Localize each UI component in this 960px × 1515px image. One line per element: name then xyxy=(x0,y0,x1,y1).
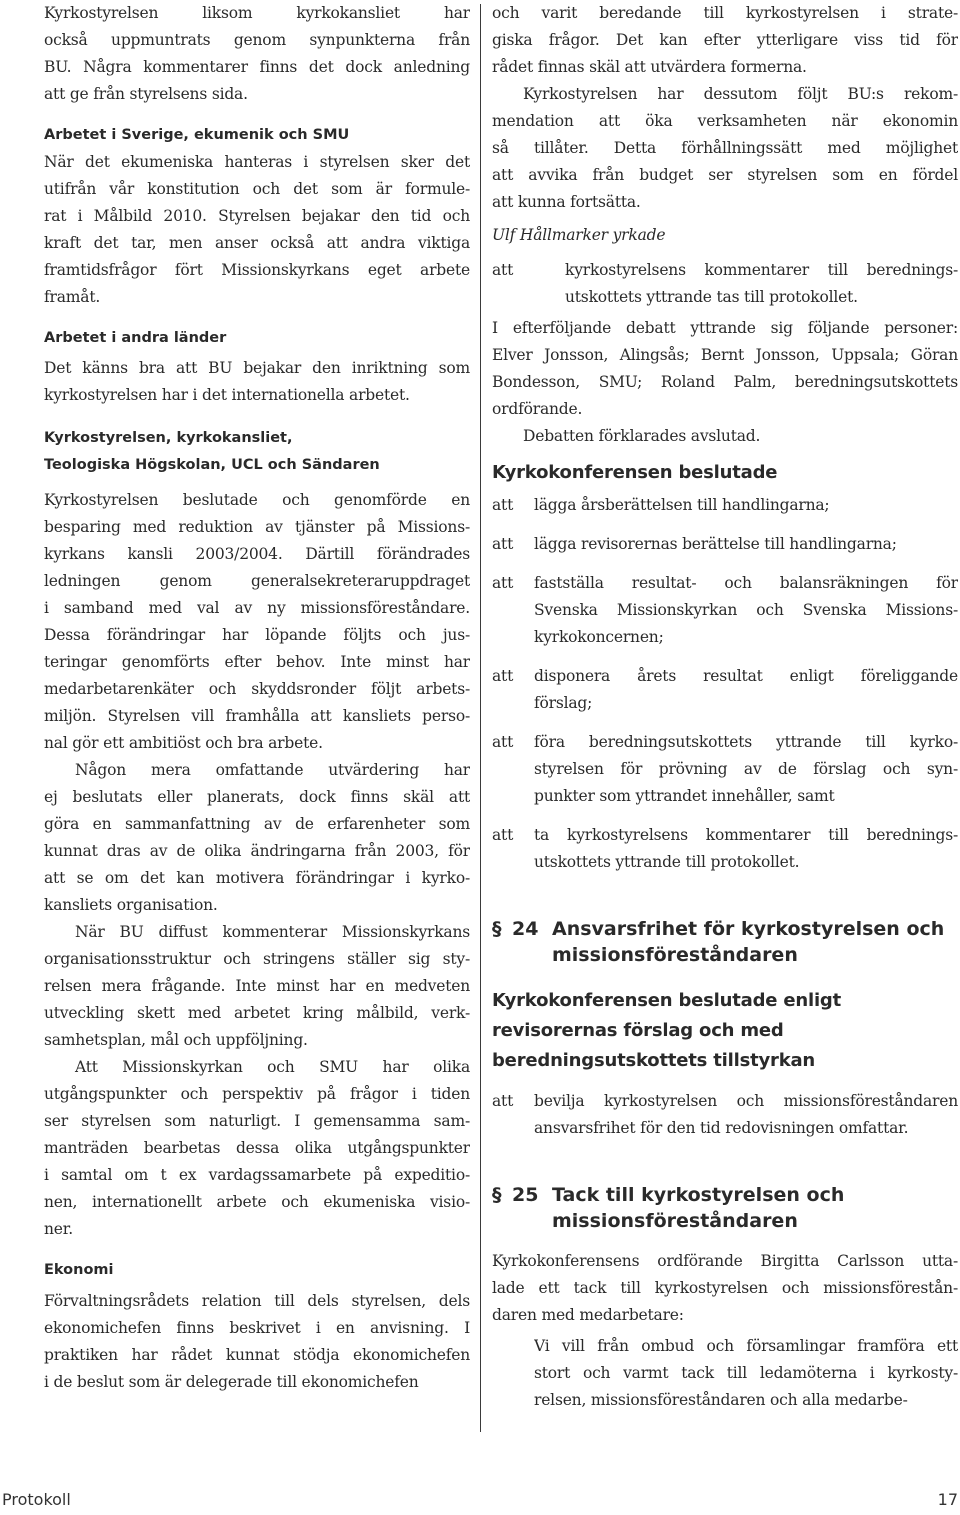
section-title-line: Tack till kyrkostyrelsen och xyxy=(552,1184,845,1206)
section-heading xyxy=(492,916,958,968)
section-subheading: Arbetet i andra länder xyxy=(44,330,227,346)
right-column xyxy=(492,0,958,1414)
decision-heading: Kyrkokonferensen beslutade xyxy=(492,462,778,483)
decision-heading: Kyrkokonferensen beslutade enligt xyxy=(492,990,842,1011)
decision-item xyxy=(492,663,958,717)
paragraph-line: i samtal om t ex vardagssamarbete på expeditio- xyxy=(44,1166,470,1184)
decision-item xyxy=(492,257,958,311)
paragraph-line: kunnat dras av de olika ändringarna från 2003, för xyxy=(44,842,470,860)
paragraph-line: ekonomichefen finns beskrivet i en anvisning. I xyxy=(44,1319,470,1337)
paragraph-line: stort och varmt tack till ledamöterna i kyrkosty- xyxy=(534,1364,958,1382)
item-label: att xyxy=(492,496,514,514)
paragraph-line: framtidsfrågor fört Missionskyrkans eget arbete xyxy=(44,261,470,279)
item-text xyxy=(534,570,958,651)
paragraph-line: Elver Jonsson, Alingsås; Bernt Jonsson, Uppsala; Göran xyxy=(492,346,958,364)
paragraph-line: I efterföljande debatt yttrande sig följande personer: xyxy=(492,319,958,337)
paragraph-line: Att Missionskyrkan och SMU har olika xyxy=(75,1058,470,1076)
paragraph-line: relsen mera frågande. Inte minst har en medveten xyxy=(44,977,470,995)
item-line: Svenska Missionskyrkan och Svenska Missions- xyxy=(534,601,958,619)
section-title-line: missionsföreståndaren xyxy=(552,944,798,966)
paragraph-line: Det känns bra att BU bejakar den inriktning som xyxy=(44,359,470,377)
paragraph-line: utveckling skett med arbetet kring målbild, verk- xyxy=(44,1004,470,1022)
paragraph-line: manträden bearbetas dessa olika utgångspunkter xyxy=(44,1139,470,1157)
item-text xyxy=(534,822,958,876)
paragraph-line: att ge från styrelsens sida. xyxy=(44,85,248,103)
page-number: 17 xyxy=(937,1490,958,1509)
paragraph-line: Kyrkostyrelsen liksom kyrkokansliet har xyxy=(44,4,470,22)
paragraph-line: Kyrkokonferensens ordförande Birgitta Carlsson utta- xyxy=(492,1252,958,1270)
left-column xyxy=(44,0,470,1396)
paragraph-line: medarbetarenkäter och skyddsronder följt arbets- xyxy=(44,680,470,698)
paragraph-line: giska frågor. Det kan efter ytterligare viss tid för xyxy=(492,31,958,49)
paragraph-line: Dessa förändringar har löpande följts och jus- xyxy=(44,626,470,644)
paragraph-line: ledningen genom generalsekreteraruppdraget xyxy=(44,572,470,590)
section-subheading: Teologiska Högskolan, UCL och Sändaren xyxy=(44,457,380,473)
section-symbol: § xyxy=(492,918,502,940)
paragraph-line: göra en sammanfattning av de erfarenheter som xyxy=(44,815,470,833)
paragraph-line: i de beslut som är delegerade till ekonomichefen xyxy=(44,1373,419,1391)
item-label: att xyxy=(492,667,514,685)
section-title xyxy=(552,916,944,968)
item-line: utskottets yttrande tas till protokollet. xyxy=(565,288,858,306)
paragraph-line: rådet finnas skäl att utvärdera formerna. xyxy=(492,58,807,76)
section-subheading: Kyrkostyrelsen, kyrkokansliet, xyxy=(44,430,293,446)
paragraph-line: så tillåter. Detta förhållningssätt med möjlighet xyxy=(492,139,958,157)
item-text xyxy=(565,257,958,311)
paragraph-line: relsen, missionsföreståndaren och alla medarbe- xyxy=(534,1391,908,1409)
paragraph-line: När det ekumeniska hanteras i styrelsen sker det xyxy=(44,153,470,171)
paragraph-line: Kyrkostyrelsen beslutade och genomförde en xyxy=(44,491,470,509)
item-line: disponera årets resultat enligt föreliggande xyxy=(534,667,958,685)
paragraph-line: också uppmuntrats genom synpunkterna från xyxy=(44,31,470,49)
paragraph-line: att avvika från budget ser styrelsen som en fördel xyxy=(492,166,958,184)
paragraph-line: teringar genomförts efter behov. Inte minst har xyxy=(44,653,470,671)
paragraph-line: utgångspunkter och perspektiv på frågor i tiden xyxy=(44,1085,470,1103)
paragraph-line: utifrån vår konstitution och det som är formule- xyxy=(44,180,470,198)
motion-heading: Ulf Hållmarker yrkade xyxy=(492,226,666,244)
paragraph-line: Bondesson, SMU; Roland Palm, beredningsutskottets xyxy=(492,373,958,391)
item-label: att xyxy=(492,574,514,592)
paragraph-line: ner. xyxy=(44,1220,73,1238)
decision-item xyxy=(492,1088,958,1142)
item-line: bevilja kyrkostyrelsen och missionsföreståndaren xyxy=(534,1092,958,1110)
paragraph-line: Kyrkostyrelsen har dessutom följt BU:s rekom- xyxy=(523,85,958,103)
section-subheading: Arbetet i Sverige, ekumenik och SMU xyxy=(44,127,350,143)
item-line: ta kyrkostyrelsens kommentarer till berednings- xyxy=(534,826,958,844)
paragraph-line: ej beslutats eller planerats, dock finns skäl att xyxy=(44,788,470,806)
item-line: kyrkostyrelsens kommentarer till berednings- xyxy=(565,261,958,279)
item-line: ansvarsfrihet för den tid redovisningen omfattar. xyxy=(534,1119,909,1137)
paragraph-line: kraft det tar, men anser också att andra viktiga xyxy=(44,234,470,252)
item-label: att xyxy=(492,535,514,553)
item-label: att xyxy=(492,826,514,844)
paragraph-line: miljön. Styrelsen vill framhålla att kansliets perso- xyxy=(44,707,470,725)
decision-item xyxy=(492,822,958,876)
section-title-line: Ansvarsfrihet för kyrkostyrelsen och xyxy=(552,918,945,940)
paragraph-line: När BU diffust kommenterar Missionskyrkans xyxy=(75,923,470,941)
item-label: att xyxy=(492,261,514,279)
section-heading xyxy=(492,1182,958,1234)
item-text xyxy=(534,1088,958,1142)
item-label: att xyxy=(492,733,514,751)
paragraph-line: nal gör ett ambitiöst och bra arbete. xyxy=(44,734,323,752)
paragraph-line: rat i Målbild 2010. Styrelsen bejakar den tid och xyxy=(44,207,470,225)
item-text xyxy=(534,729,958,810)
section-number: 24 xyxy=(512,918,539,940)
paragraph-line: organisationsstruktur och stringens ställer sig sty- xyxy=(44,950,470,968)
paragraph-line: besparing med reduktion av tjänster på Missions- xyxy=(44,518,470,536)
decision-heading: revisorernas förslag och med xyxy=(492,1020,784,1041)
item-text xyxy=(534,531,958,558)
section-symbol: § xyxy=(492,1184,502,1206)
paragraph-line: kyrkans kansli 2003/2004. Därtill förändrades xyxy=(44,545,470,563)
paragraph-line: mendation att öka verksamheten när ekonomin xyxy=(492,112,958,130)
item-text xyxy=(534,492,958,519)
footer-label: Protokoll xyxy=(2,1490,71,1509)
paragraph-line: samhetsplan, mål och uppföljning. xyxy=(44,1031,308,1049)
paragraph-line: kansliets organisation. xyxy=(44,896,218,914)
paragraph-line: att se om det kan motivera förändringar i kyrko- xyxy=(44,869,470,887)
paragraph-line: lade ett tack till kyrkostyrelsen och missionsförestån- xyxy=(492,1279,958,1297)
paragraph-line: Debatten förklarades avslutad. xyxy=(523,427,761,445)
item-line: lägga revisorernas berättelse till handlingarna; xyxy=(534,535,897,553)
section-title xyxy=(552,1182,844,1234)
section-number: 25 xyxy=(512,1184,539,1206)
decision-heading: beredningsutskottets tillstyrkan xyxy=(492,1050,816,1071)
decision-item xyxy=(492,492,958,519)
paragraph-line: praktiken har rådet kunnat stödja ekonomichefen xyxy=(44,1346,470,1364)
item-line: förslag; xyxy=(534,694,593,712)
paragraph-line: och varit beredande till kyrkostyrelsen i strate- xyxy=(492,4,958,22)
paragraph-line: framåt. xyxy=(44,288,101,306)
item-line: styrelsen för prövning av de förslag och syn- xyxy=(534,760,958,778)
paragraph-line: ordförande. xyxy=(492,400,583,418)
paragraph-line: Förvaltningsrådets relation till dels styrelsen, dels xyxy=(44,1292,470,1310)
decision-item xyxy=(492,570,958,651)
paragraph-line: Någon mera omfattande utvärdering har xyxy=(75,761,470,779)
decision-item xyxy=(492,531,958,558)
item-line: punkter som yttrandet innehåller, samt xyxy=(534,787,835,805)
item-line: föra beredningsutskottets yttrande till kyrko- xyxy=(534,733,958,751)
paragraph-line: att kunna fortsätta. xyxy=(492,193,641,211)
section-title-line: missionsföreståndaren xyxy=(552,1210,798,1232)
paragraph-line: BU. Några kommentarer finns det dock anledning xyxy=(44,58,470,76)
section-subheading: Ekonomi xyxy=(44,1262,114,1278)
quote-block xyxy=(492,1333,958,1414)
item-line: kyrkokoncernen; xyxy=(534,628,664,646)
paragraph-line: kyrkostyrelsen har i det internationella arbetet. xyxy=(44,386,410,404)
item-text xyxy=(534,663,958,717)
decision-item xyxy=(492,729,958,810)
column-divider xyxy=(480,4,481,1432)
paragraph-line: Vi vill från ombud och församlingar framföra ett xyxy=(534,1337,958,1355)
paragraph-line: daren med medarbetare: xyxy=(492,1306,684,1324)
item-line: utskottets yttrande till protokollet. xyxy=(534,853,800,871)
item-line: lägga årsberättelsen till handlingarna; xyxy=(534,496,830,514)
paragraph-line: i samband med val av ny missionsföreståndare. xyxy=(44,599,470,617)
item-line: fastställa resultat- och balansräkningen för xyxy=(534,574,958,592)
item-label: att xyxy=(492,1092,514,1110)
paragraph-line: nen, internationellt arbete och ekumeniska visio- xyxy=(44,1193,470,1211)
paragraph-line: ser styrelsen som naturligt. I gemensamma sam- xyxy=(44,1112,470,1130)
